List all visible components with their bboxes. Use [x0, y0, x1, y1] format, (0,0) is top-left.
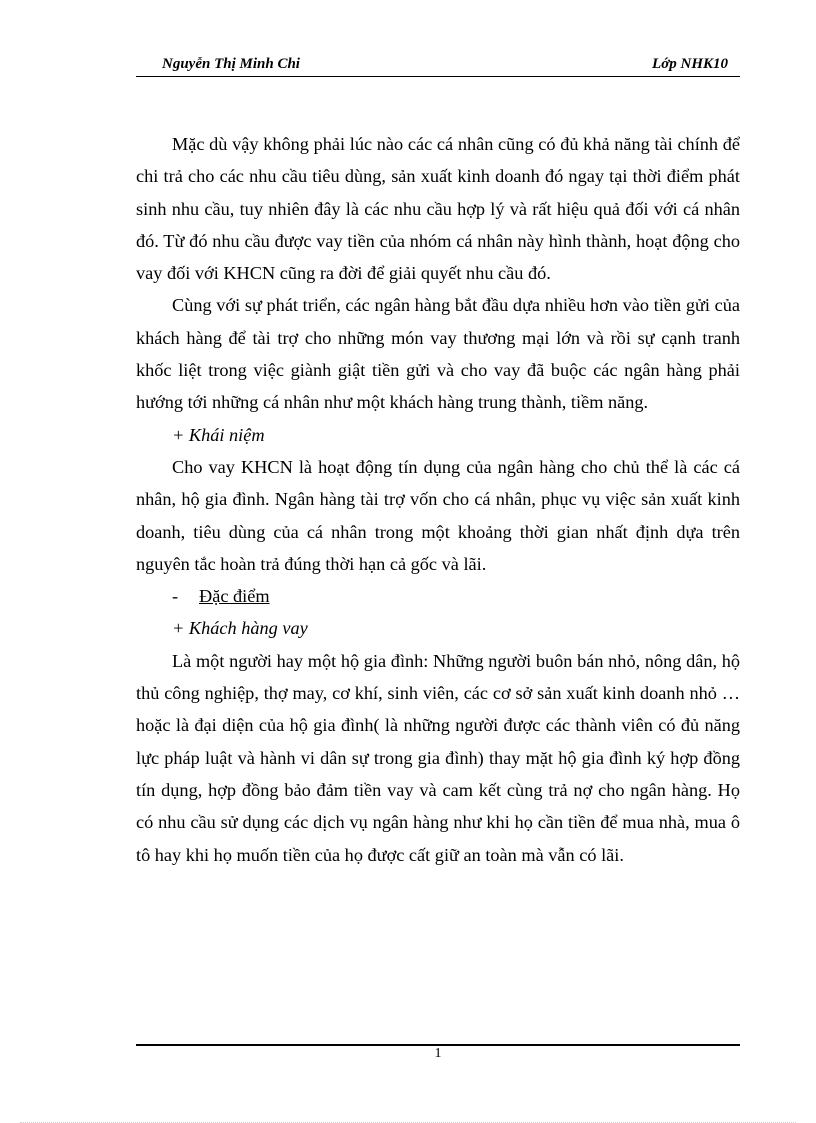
bullet-dash: - — [172, 586, 179, 607]
paragraph-4: Là một người hay một hộ gia đình: Những người buôn bán nhỏ, nông dân, hộ thủ công nghiệp, thợ may, cơ khí, sinh viên, các cơ sở sản xuất kinh doanh nhỏ …hoặc là đại diện của hộ gia đình( là những người được các thành viên có đủ năng lực pháp luật và hành vi dân sự trong gia đình) thay mặt hộ gia đình ký hợp đồng tín dụng, hợp đồng bảo đảm tiền vay và cam kết cùng trả nợ cho ngân hàng. Họ có nhu cầu sử dụng các dịch vụ ngân hàng như khi họ cần tiền để mua nhà, mua ô tô hay khi họ muốn tiền của họ được cất giữ an toàn mà vẫn có lãi. — [136, 650, 740, 865]
heading-customer: + Khách hàng vay — [172, 618, 308, 639]
heading-features — [136, 580, 740, 612]
heading-features-label: Đặc điểm — [199, 586, 270, 607]
header-class: Lớp NHK10 — [652, 56, 728, 72]
paragraph-2: Cùng với sự phát triển, các ngân hàng bắt đầu dựa nhiều hơn vào tiền gửi của khách hàng để tài trợ cho những món vay thương mại lớn và rồi sự cạnh tranh khốc liệt trong việc giành giật tiền gửi và cho vay đã buộc các ngân hàng phải hướng tới những cá nhân như một khách hàng trung thành, tiềm năng. — [136, 295, 740, 413]
heading-concept: + Khái niệm — [172, 424, 265, 445]
page-number: 1 — [434, 1046, 442, 1061]
page-header — [136, 56, 740, 77]
paragraph-3: Cho vay KHCN là hoạt động tín dụng của ngân hàng cho chủ thể là các cá nhân, hộ gia đình. Ngân hàng tài trợ vốn cho cá nhân, phục vụ việc sản xuất kinh doanh, tiêu dùng của cá nhân trong một khoảng thời gian nhất định dựa trên nguyên tắc hoàn trả đúng thời hạn cả gốc và lãi. — [136, 456, 740, 574]
header-author: Nguyễn Thị Minh Chi — [162, 56, 300, 72]
document-body — [136, 128, 740, 871]
paragraph-1: Mặc dù vậy không phải lúc nào các cá nhân cũng có đủ khả năng tài chính để chi trả cho các nhu cầu tiêu dùng, sản xuất kinh doanh đó ngay tại thời điểm phát sinh nhu cầu, tuy nhiên đây là các nhu cầu hợp lý và rất hiệu quả đối với cá nhân đó. Từ đó nhu cầu được vay tiền của nhóm cá nhân này hình thành, hoạt động cho vay đối với KHCN cũng ra đời để giải quyết nhu cầu đó. — [136, 134, 740, 284]
